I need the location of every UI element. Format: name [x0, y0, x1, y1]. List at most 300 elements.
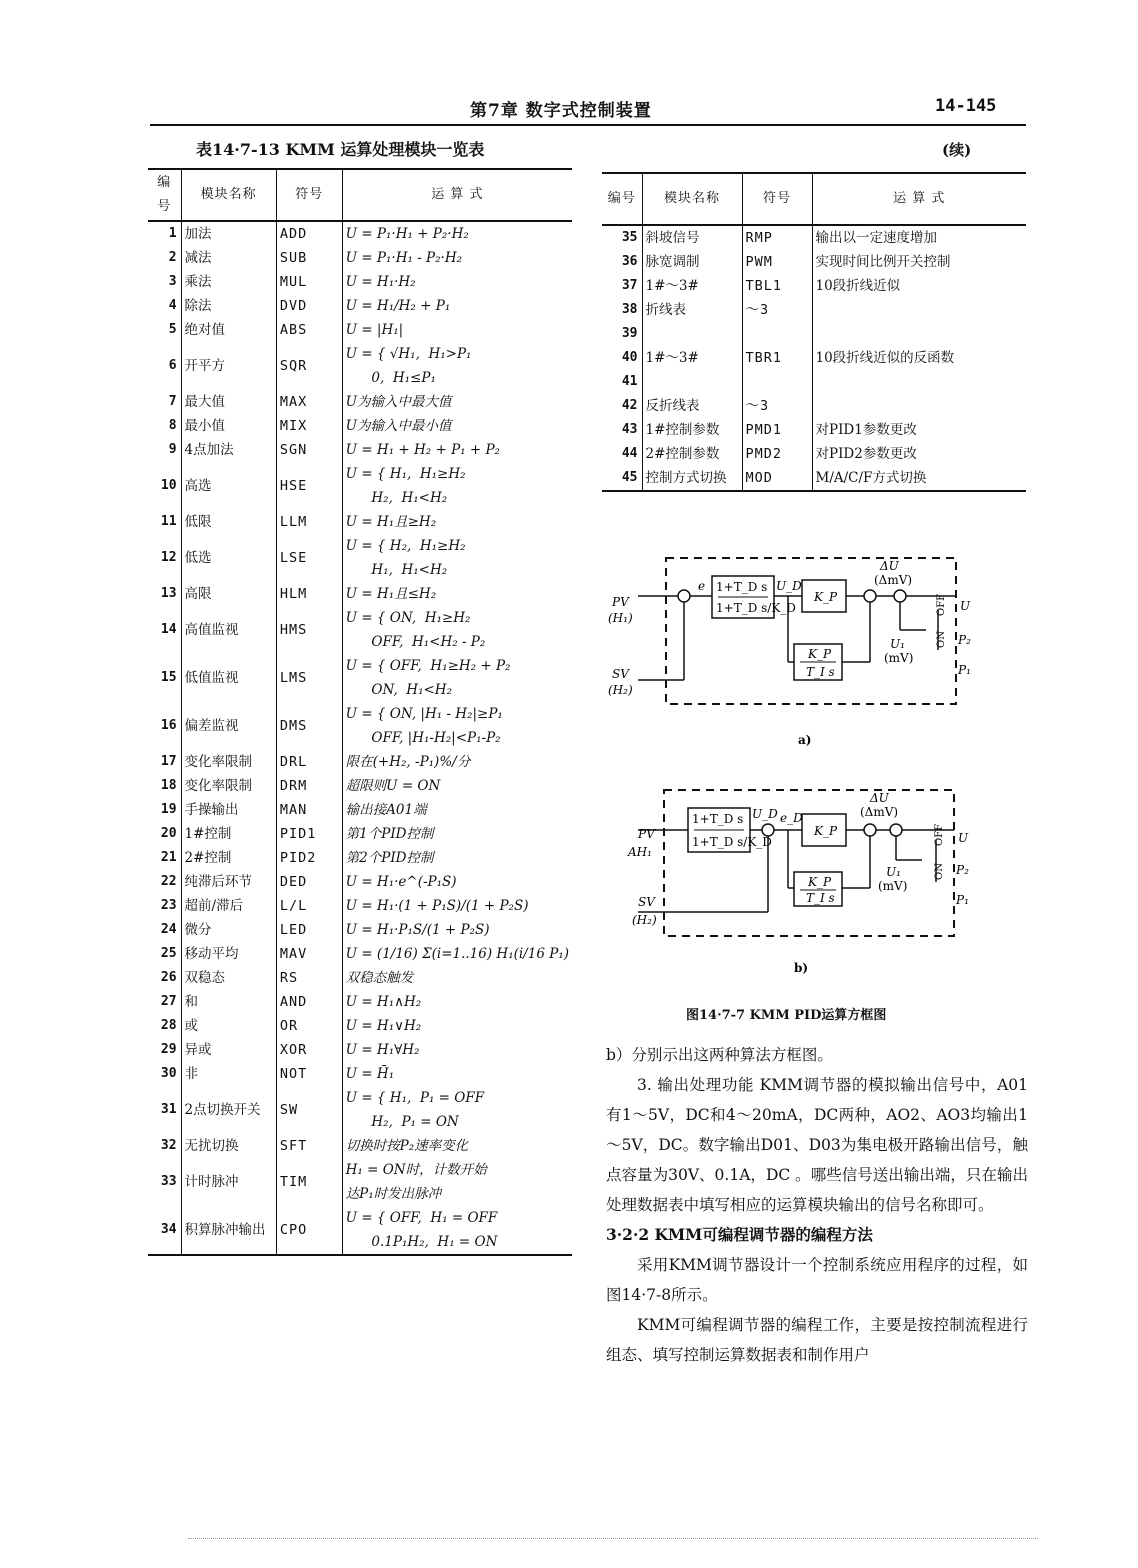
block1-den: 1+T_D s/K_D	[716, 601, 796, 615]
module-name: 计时脉冲	[181, 1158, 276, 1206]
expression-line: 第1个PID控制	[345, 826, 434, 842]
b-int-num: K_P	[808, 875, 832, 889]
module-expression: 对PID2参数更改	[815, 446, 917, 462]
row-number: 8	[148, 414, 181, 438]
module-expression	[342, 1206, 572, 1255]
module-symbol: RS	[276, 966, 342, 990]
expression-line: U = { H₂, H₁≥H₂	[345, 538, 466, 554]
module-expression	[342, 654, 572, 702]
table-row	[148, 1206, 572, 1255]
module-symbol: MAV	[276, 942, 342, 966]
expression-line: U = H₁/H₂ + P₁	[345, 298, 451, 314]
row-number: 5	[148, 318, 181, 342]
col-no: 编号	[148, 169, 181, 221]
row-number: 2	[148, 246, 181, 270]
module-symbol: HMS	[276, 606, 342, 654]
expression-line: U = H₁∧H₂	[345, 994, 422, 1010]
table-row	[148, 1086, 572, 1134]
module-expression	[342, 510, 572, 534]
module-expression: 实现时间比例开关控制	[815, 254, 951, 270]
module-symbol: DED	[276, 870, 342, 894]
row-number: 25	[148, 942, 181, 966]
module-expression	[342, 942, 572, 966]
module-expression	[342, 1038, 572, 1062]
module-expression: 10段折线近似	[815, 278, 901, 294]
module-expression	[342, 414, 572, 438]
module-name: 变化率限制	[181, 750, 276, 774]
expression-line: OFF, |H₁-H₂|<P₁-P₂	[345, 730, 501, 746]
module-symbol: ～3	[742, 394, 812, 418]
b-du-label: ΔU	[870, 791, 889, 805]
expression-line: U为输入中最大值	[345, 394, 452, 410]
module-symbol: ABS	[276, 318, 342, 342]
module-symbol: MOD	[742, 466, 812, 491]
page-number: 14-145	[935, 96, 997, 116]
table-row	[602, 250, 1026, 274]
expression-line: U = H₁·e^(-P₁S)	[345, 874, 457, 890]
row-number: 33	[148, 1158, 181, 1206]
module-name: 非	[181, 1062, 276, 1086]
p1-label: P₁	[958, 663, 971, 677]
expression-line: U = H₁且≥H₂	[345, 514, 437, 530]
expression-line: H₁, H₁<H₂	[345, 562, 448, 578]
h2-label: (H₂)	[608, 683, 633, 697]
dmv-label: (ΔmV)	[874, 573, 913, 587]
table-row	[148, 534, 572, 582]
module-symbol: ～3	[742, 298, 812, 322]
module-expression	[812, 394, 1026, 418]
table-row	[602, 394, 1026, 418]
module-expression	[342, 342, 572, 390]
module-expression	[342, 246, 572, 270]
module-name: 开平方	[181, 342, 276, 390]
table-row	[602, 466, 1026, 491]
b-sv-label: SV	[638, 895, 655, 909]
module-expression: 对PID1参数更改	[815, 422, 917, 438]
row-number: 34	[148, 1206, 181, 1255]
module-expression	[342, 750, 572, 774]
expression-line: U = { OFF, H₁ = OFF	[345, 1210, 498, 1226]
table-row	[148, 846, 572, 870]
row-number: 30	[148, 1062, 181, 1086]
module-symbol	[742, 322, 812, 346]
module-symbol: AND	[276, 990, 342, 1014]
row-number: 35	[602, 225, 642, 250]
module-expression	[342, 294, 572, 318]
pv-label: PV	[612, 595, 629, 609]
expression-line: U为输入中最小值	[345, 418, 452, 434]
row-number: 13	[148, 582, 181, 606]
module-name: 绝对值	[181, 318, 276, 342]
table-row	[602, 322, 1026, 346]
paragraph: KMM可编程调节器的编程工作，主要是按控制流程进行组态、填写控制运算数据表和制作用户	[606, 1316, 1028, 1364]
table-row	[602, 298, 1026, 322]
module-name: 高限	[181, 582, 276, 606]
module-expression	[342, 438, 572, 462]
b-ud-label: U_D	[752, 807, 778, 821]
b-off-label: OFF	[934, 823, 945, 846]
module-symbol: DVD	[276, 294, 342, 318]
module-expression	[342, 582, 572, 606]
row-number: 24	[148, 918, 181, 942]
module-symbol: PID2	[276, 846, 342, 870]
module-name: 偏差监视	[181, 702, 276, 750]
expression-line: H₁ = ON时，计数开始	[345, 1162, 487, 1178]
paragraph: 3. 输出处理功能 KMM调节器的模拟输出信号中，A01有1～5V，DC和4～20mA，DC两种，AO2、AO3均输出1～5V，DC。数字输出D01、D03为集电极开路输出信号，触点容量为30V、0.1A，DC 。哪些信号送出输出端，只在输出处理数据表中填写相应的运算模块输出的信号名称即可。	[606, 1076, 1028, 1214]
row-number: 26	[148, 966, 181, 990]
module-symbol: SW	[276, 1086, 342, 1134]
table-title: 表14·7-13 KMM 运算处理模块一览表	[196, 140, 485, 159]
module-expression	[342, 870, 572, 894]
module-expression	[342, 318, 572, 342]
chapter-title: 第7章 数字式控制装置	[470, 101, 652, 121]
kp-label: K_P	[814, 590, 838, 604]
table-row	[148, 1062, 572, 1086]
module-name: 低值监视	[181, 654, 276, 702]
module-expression	[342, 822, 572, 846]
module-expression	[342, 270, 572, 294]
module-symbol: SGN	[276, 438, 342, 462]
module-symbol: PMD1	[742, 418, 812, 442]
module-name: 或	[181, 1014, 276, 1038]
table-row	[148, 582, 572, 606]
module-name: 脉宽调制	[642, 250, 742, 274]
row-number: 31	[148, 1086, 181, 1134]
module-expression	[342, 1014, 572, 1038]
expression-line: U = { H₁, H₁≥H₂	[345, 466, 466, 482]
table-row	[148, 390, 572, 414]
row-number: 29	[148, 1038, 181, 1062]
module-symbol: TIM	[276, 1158, 342, 1206]
row-number: 40	[602, 346, 642, 370]
expression-line: H₂, H₁<H₂	[345, 490, 448, 506]
module-symbol: LMS	[276, 654, 342, 702]
row-number: 22	[148, 870, 181, 894]
expression-line: 达P₁时发出脉冲	[345, 1186, 442, 1202]
table-row	[148, 918, 572, 942]
table-row	[148, 606, 572, 654]
module-symbol: TBL1	[742, 274, 812, 298]
module-symbol: DRL	[276, 750, 342, 774]
row-number: 44	[602, 442, 642, 466]
module-symbol	[742, 370, 812, 394]
body-text	[606, 1040, 1028, 1370]
row-number: 15	[148, 654, 181, 702]
module-symbol: TBR1	[742, 346, 812, 370]
table-row	[148, 318, 572, 342]
expression-line: 限在(+H₂, -P₁)%/分	[345, 754, 471, 770]
block1-num: 1+T_D s	[716, 580, 768, 594]
row-number: 1	[148, 221, 181, 246]
module-name: 低限	[181, 510, 276, 534]
block-diagram-a	[608, 550, 988, 750]
module-name: 1#～3#	[642, 346, 742, 370]
table-row	[148, 294, 572, 318]
ud-label: U_D	[776, 579, 802, 593]
table-row	[148, 414, 572, 438]
module-name: 控制方式切换	[642, 466, 742, 491]
module-expression	[342, 1062, 572, 1086]
table-header	[602, 173, 1026, 225]
module-name: 纯滞后环节	[181, 870, 276, 894]
module-name: 除法	[181, 294, 276, 318]
module-symbol: SQR	[276, 342, 342, 390]
table-row	[148, 702, 572, 750]
col-name: 模块名称	[642, 173, 742, 225]
expression-line: 切换时按P₂速率变化	[345, 1138, 469, 1154]
module-expression	[342, 774, 572, 798]
b-on-label: ON	[934, 863, 945, 880]
table-continued: (续)	[942, 141, 972, 159]
sv-label: SV	[612, 667, 629, 681]
module-name: 1#控制参数	[642, 418, 742, 442]
row-number: 7	[148, 390, 181, 414]
b-dmv-label: (ΔmV)	[860, 805, 899, 819]
module-expression: 10段折线近似的反函数	[815, 350, 955, 366]
table-row	[148, 510, 572, 534]
table-row	[602, 225, 1026, 250]
module-name: 高选	[181, 462, 276, 510]
module-name: 微分	[181, 918, 276, 942]
module-symbol: MUL	[276, 270, 342, 294]
row-number: 38	[602, 298, 642, 322]
module-expression	[342, 1134, 572, 1158]
module-expression: M/A/C/F方式切换	[815, 470, 927, 486]
module-symbol: PWM	[742, 250, 812, 274]
module-name: 异或	[181, 1038, 276, 1062]
h1-label: (H₁)	[608, 611, 633, 625]
row-number: 14	[148, 606, 181, 654]
row-number: 41	[602, 370, 642, 394]
expression-line: U = { OFF, H₁≥H₂ + P₂	[345, 658, 511, 674]
paragraph: 采用KMM调节器设计一个控制系统应用程序的过程，如图14·7-8所示。	[606, 1256, 1028, 1304]
expression-line: 超限则U = ON	[345, 778, 441, 794]
module-symbol: MAX	[276, 390, 342, 414]
module-name: 手操输出	[181, 798, 276, 822]
module-expression	[812, 322, 1026, 346]
b-ah1-label: AH₁	[628, 845, 652, 859]
b-h2-label: (H₂)	[632, 913, 657, 927]
int-num: K_P	[808, 647, 832, 661]
module-name: 反折线表	[642, 394, 742, 418]
b-pv-label: PV	[638, 827, 655, 841]
u-label: U	[960, 599, 971, 613]
expression-line: 输出接A01端	[345, 802, 427, 818]
module-table-right	[602, 172, 1026, 492]
col-name: 模块名称	[181, 169, 276, 221]
table-row	[602, 346, 1026, 370]
block-diagram-b	[608, 784, 988, 980]
expression-line: U = H₁·(1 + P₁S)/(1 + P₂S)	[345, 898, 529, 914]
col-expression: 运 算 式	[893, 191, 946, 206]
table-row	[148, 966, 572, 990]
module-expression	[812, 298, 1026, 322]
module-symbol: OR	[276, 1014, 342, 1038]
expression-line: U = H₁ + H₂ + P₁ + P₂	[345, 442, 500, 458]
table-row	[148, 822, 572, 846]
expression-line: U = P₁·H₁ + P₂·H₂	[345, 226, 469, 242]
module-name: 减法	[181, 246, 276, 270]
expression-line: U = { √H₁, H₁>P₁	[345, 346, 472, 362]
p2-label: P₂	[958, 633, 971, 647]
table-row	[602, 442, 1026, 466]
module-name: 2#控制	[181, 846, 276, 870]
e-label: e	[698, 579, 706, 593]
module-expression	[342, 462, 572, 510]
row-number: 16	[148, 702, 181, 750]
b-block1-den: 1+T_D s/K_D	[692, 835, 772, 849]
module-expression	[342, 1086, 572, 1134]
table-row	[148, 462, 572, 510]
expression-line: U = (1/16) Σ(i=1..16) H₁(i/16 P₁)	[345, 946, 569, 962]
module-expression: 输出以一定速度增加	[815, 230, 937, 246]
module-name	[642, 370, 742, 394]
row-number: 28	[148, 1014, 181, 1038]
expression-line: H₂, P₁ = ON	[345, 1114, 459, 1130]
row-number: 3	[148, 270, 181, 294]
module-symbol: HLM	[276, 582, 342, 606]
module-expression	[342, 702, 572, 750]
b-u1-label: U₁	[886, 865, 901, 879]
module-symbol: HSE	[276, 462, 342, 510]
mv-label: (mV)	[884, 651, 914, 665]
table-row	[602, 418, 1026, 442]
row-number: 10	[148, 462, 181, 510]
table-row	[148, 798, 572, 822]
module-expression	[342, 606, 572, 654]
b-kp-label: K_P	[814, 824, 838, 838]
expression-line: U = H₁∨H₂	[345, 1018, 422, 1034]
on-label: ON	[936, 631, 947, 648]
table-row	[148, 438, 572, 462]
module-symbol: RMP	[742, 225, 812, 250]
module-symbol: ADD	[276, 221, 342, 246]
module-name: 高值监视	[181, 606, 276, 654]
module-name	[642, 322, 742, 346]
table-row	[148, 870, 572, 894]
table-row	[148, 270, 572, 294]
module-expression	[342, 798, 572, 822]
module-symbol: LLM	[276, 510, 342, 534]
expression-line: 0, H₁≤P₁	[345, 370, 436, 386]
module-name: 超前/滞后	[181, 894, 276, 918]
row-number: 12	[148, 534, 181, 582]
module-symbol: LSE	[276, 534, 342, 582]
row-number: 21	[148, 846, 181, 870]
b-ed-label: e_D	[780, 811, 803, 825]
table-header	[148, 169, 572, 221]
footer-rule	[188, 1538, 1038, 1539]
row-number: 42	[602, 394, 642, 418]
row-number: 39	[602, 322, 642, 346]
col-symbol: 符号	[742, 173, 812, 225]
module-name: 最大值	[181, 390, 276, 414]
module-symbol: MAN	[276, 798, 342, 822]
module-symbol: PID1	[276, 822, 342, 846]
module-name: 斜坡信号	[642, 225, 742, 250]
sum-junction	[678, 590, 690, 602]
du-label: ΔU	[880, 559, 899, 573]
module-expression	[342, 894, 572, 918]
module-expression	[342, 1158, 572, 1206]
expression-line: OFF, H₁<H₂ - P₂	[345, 634, 486, 650]
row-number: 32	[148, 1134, 181, 1158]
module-symbol: PMD2	[742, 442, 812, 466]
module-name: 变化率限制	[181, 774, 276, 798]
module-symbol: L/L	[276, 894, 342, 918]
module-name: 加法	[181, 221, 276, 246]
module-expression	[342, 990, 572, 1014]
sub-b-label: b)	[794, 961, 809, 975]
module-name: 2点切换开关	[181, 1086, 276, 1134]
expression-line: 双稳态触发	[345, 970, 414, 986]
b-block1-num: 1+T_D s	[692, 812, 744, 826]
module-name: 和	[181, 990, 276, 1014]
module-name: 1#控制	[181, 822, 276, 846]
module-symbol: SFT	[276, 1134, 342, 1158]
expression-line: U = H̄₁	[345, 1066, 395, 1082]
header-rule	[150, 124, 1026, 126]
u1-label: U₁	[890, 637, 905, 651]
table-row	[148, 990, 572, 1014]
table-row	[602, 370, 1026, 394]
row-number: 6	[148, 342, 181, 390]
table-row	[602, 274, 1026, 298]
module-expression	[342, 918, 572, 942]
table-row	[148, 654, 572, 702]
expression-line: 0.1P₁H₂, H₁ = ON	[345, 1234, 498, 1250]
module-symbol: CPO	[276, 1206, 342, 1255]
expression-line: ON, H₁<H₂	[345, 682, 452, 698]
row-number: 9	[148, 438, 181, 462]
table-row	[148, 774, 572, 798]
col-symbol: 符号	[276, 169, 342, 221]
row-number: 45	[602, 466, 642, 491]
off-label: OFF	[936, 593, 947, 616]
row-number: 4	[148, 294, 181, 318]
table-row	[148, 1134, 572, 1158]
expression-line: U = { H₁, P₁ = OFF	[345, 1090, 485, 1106]
module-expression	[342, 390, 572, 414]
module-symbol: LED	[276, 918, 342, 942]
module-symbol: SUB	[276, 246, 342, 270]
row-number: 19	[148, 798, 181, 822]
module-symbol: DRM	[276, 774, 342, 798]
table-row	[148, 1038, 572, 1062]
module-expression	[342, 966, 572, 990]
module-name: 最小值	[181, 414, 276, 438]
module-name: 移动平均	[181, 942, 276, 966]
module-expression	[342, 221, 572, 246]
sub-a-label: a)	[798, 733, 812, 747]
table-row	[148, 342, 572, 390]
module-name: 积算脉冲输出	[181, 1206, 276, 1255]
module-expression	[342, 846, 572, 870]
module-expression	[342, 534, 572, 582]
expression-line: U = H₁·H₂	[345, 274, 416, 290]
table-row	[148, 1014, 572, 1038]
module-symbol: DMS	[276, 702, 342, 750]
module-name: 4点加法	[181, 438, 276, 462]
expression-line: U = P₁·H₁ - P₂·H₂	[345, 250, 463, 266]
module-symbol: MIX	[276, 414, 342, 438]
expression-line: U = |H₁|	[345, 322, 404, 338]
row-number: 23	[148, 894, 181, 918]
row-number: 18	[148, 774, 181, 798]
section-heading: 3·2·2 KMM可编程调节器的编程方法	[606, 1225, 873, 1244]
row-number: 37	[602, 274, 642, 298]
module-name: 1#～3#	[642, 274, 742, 298]
